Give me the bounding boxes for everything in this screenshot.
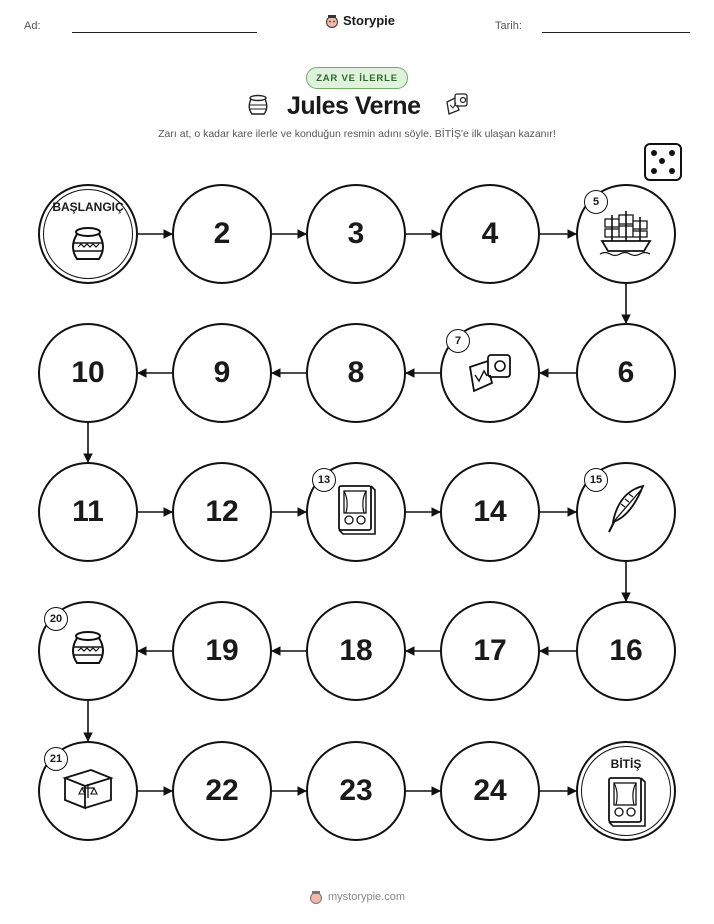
space-number-badge: 5 [584, 190, 608, 214]
space-number: 19 [205, 634, 239, 667]
name-label: Ad: [24, 20, 41, 32]
space-number-badge: 7 [446, 329, 470, 353]
date-label: Tarih: [495, 20, 522, 32]
board-space [440, 462, 540, 562]
board-space [172, 184, 272, 284]
board-space-picture [576, 462, 676, 562]
storypie-mascot-icon [309, 890, 323, 904]
board-space [306, 601, 406, 701]
board-space [306, 741, 406, 841]
space-number: 14 [473, 495, 507, 528]
footer [0, 890, 714, 904]
space-number: 18 [339, 634, 373, 667]
finish-space [576, 741, 676, 841]
start-label: BAŞLANGIÇ [52, 200, 124, 214]
board-space [440, 741, 540, 841]
board-space [38, 462, 138, 562]
space-number: 2 [213, 217, 231, 250]
board-space-picture [440, 323, 540, 423]
quill-icon [601, 482, 651, 543]
board-space [576, 601, 676, 701]
board-space [38, 323, 138, 423]
brand-name: Storypie [343, 13, 396, 28]
ship-icon [596, 207, 656, 262]
space-number-badge: 13 [312, 468, 336, 492]
space-number-badge: 20 [44, 607, 68, 631]
space-number: 11 [72, 495, 104, 528]
theatre-book-icon [331, 482, 381, 543]
space-number: 6 [617, 356, 635, 389]
space-number: 12 [205, 495, 239, 528]
space-number: 9 [213, 356, 231, 389]
instructions-text: Zarı at, o kadar kare ilerle ve konduğun resmin adını söyle. BİTİŞ'e ilk ulaşan kazanır! [158, 128, 556, 140]
space-number: 24 [473, 774, 507, 807]
board-space [440, 601, 540, 701]
board-space [576, 323, 676, 423]
board-space-picture [38, 601, 138, 701]
board-space [306, 184, 406, 284]
board-space [306, 323, 406, 423]
board-space-picture [306, 462, 406, 562]
board-space-picture [38, 741, 138, 841]
space-number-badge: 21 [44, 747, 68, 771]
space-number: 8 [347, 356, 365, 389]
board-space [172, 741, 272, 841]
space-number: 10 [71, 356, 105, 389]
space-number: 4 [481, 217, 499, 250]
space-number: 22 [205, 774, 239, 807]
finish-label: BİTİŞ [610, 757, 642, 771]
ticker-tape-icon [462, 343, 518, 404]
footer-url: mystorypie.com [327, 891, 406, 903]
board-space [172, 601, 272, 701]
pot-icon [66, 223, 110, 272]
space-number: 17 [473, 634, 507, 667]
space-number: 16 [609, 634, 643, 667]
start-space [38, 184, 138, 284]
game-type-badge: ZAR VE İLERLE [306, 67, 408, 89]
space-number-badge: 15 [584, 468, 608, 492]
theatre-book-icon [601, 774, 651, 835]
law-book-icon [61, 764, 115, 819]
board-space-picture [576, 184, 676, 284]
page-title: Jules Verne [287, 92, 421, 120]
board-space [172, 462, 272, 562]
space-number: 3 [347, 217, 365, 250]
board-space [172, 323, 272, 423]
pot-icon [66, 627, 110, 676]
board-space [440, 184, 540, 284]
space-number: 23 [339, 774, 373, 807]
